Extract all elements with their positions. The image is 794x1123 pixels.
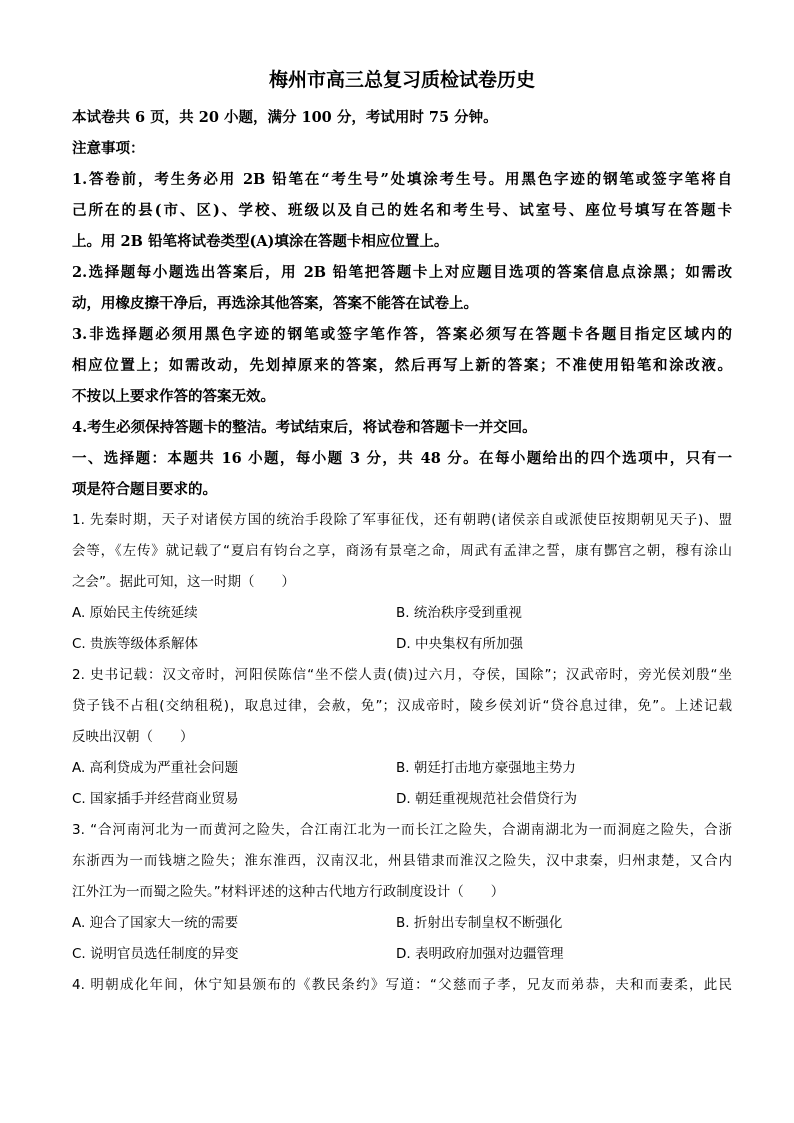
notice-line: 4.考生必须保持答题卡的整洁。考试结束后，将试卷和答题卡一并交回。 <box>72 419 537 436</box>
notice-line: 上。用 2B 铅笔将试卷类型(A)填涂在答题卡相应位置上。 <box>72 233 449 250</box>
notice-line: 动，用橡皮擦干净后，再选涂其他答案，答案不能答在试卷上。 <box>72 295 478 312</box>
question-stem: 3. “合河南河北为一而黄河之险失，合江南江北为一而长江之险失，合湖南湖北为一而洞庭之险失，合浙 <box>72 822 732 838</box>
question-stem: 江外江为一而蜀之险失。”材料评述的这种古代地方行政制度设计（ ） <box>72 884 505 900</box>
question-2 <box>72 660 732 815</box>
question-1 <box>72 505 732 660</box>
options <box>72 598 732 660</box>
question-stem: 1. 先秦时期，天子对诸侯方国的统治手段除了军事征伐，还有朝聘(诸侯亲自或派使臣按期朝见天子)、盟 <box>72 512 732 528</box>
question-stem: 4. 明朝成化年间，休宁知县颁布的《教民条约》写道：“父慈而子孝，兄友而弟恭，夫和而妻柔，此民 <box>72 977 732 993</box>
option-c: C. 国家插手并经营商业贸易 <box>72 791 239 807</box>
options <box>72 753 732 815</box>
option-d: D. 表明政府加强对边疆管理 <box>396 946 564 962</box>
question-stem: 贷子钱不占租(交纳租税)，取息过律，会赦，免”；汉成帝时，陵乡侯刘䜣“贷谷息过律，免”。上述记载 <box>72 698 732 714</box>
header-info: 本试卷共 6 页，共 20 小题，满分 100 分，考试用时 75 分钟。 <box>72 109 498 126</box>
notice-line: 不按以上要求作答的答案无效。 <box>72 388 275 405</box>
option-c: C. 贵族等级体系解体 <box>72 636 199 652</box>
notice-line: 相应位置上；如需改动，先划掉原来的答案，然后再写上新的答案；不准使用铅笔和涂改液。 <box>72 357 732 374</box>
question-stem: 反映出汉朝（ ） <box>72 729 194 745</box>
notice-line: 1.答卷前，考生务必用 2B 铅笔在“考生号”处填涂考生号。用黑色字迹的钢笔或签字笔将自 <box>72 171 732 188</box>
option-d: D. 朝廷重视规范社会借贷行为 <box>396 791 577 807</box>
option-b: B. 朝廷打击地方豪强地主势力 <box>396 760 576 776</box>
question-stem: 之会”。据此可知，这一时期（ ） <box>72 574 295 590</box>
question-stem: 会等，《左传》就记载了“夏启有钧台之享，商汤有景亳之命，周武有孟津之誓，康有酆宫之朝，穆有涂山 <box>72 543 732 559</box>
section-heading: 项是符合题目要求的。 <box>72 481 217 498</box>
notice-heading: 注意事项： <box>72 140 145 157</box>
option-d: D. 中央集权有所加强 <box>396 636 523 652</box>
notice-line: 3.非选择题必须用黑色字迹的钢笔或签字笔作答，答案必须写在答题卡各题目指定区域内的 <box>72 326 732 343</box>
page-title: 梅州市高三总复习质检试卷历史 <box>268 69 535 91</box>
option-b: B. 折射出专制皇权不断强化 <box>396 915 563 931</box>
option-a: A. 迎合了国家大一统的需要 <box>72 915 239 931</box>
option-c: C. 说明官员选任制度的异变 <box>72 946 239 962</box>
question-stem: 东浙西为一而钱塘之险失；淮东淮西，汉南汉北，州县错隶而淮汉之险失，汉中隶秦，归州隶楚，又合内 <box>72 853 732 869</box>
option-a: A. 高利贷成为严重社会问题 <box>72 760 239 776</box>
exam-page <box>72 60 732 1001</box>
notice-line: 2.选择题每小题选出答案后，用 2B 铅笔把答题卡上对应题目选项的答案信息点涂黑；如需改 <box>72 264 732 281</box>
options <box>72 908 732 970</box>
notice-line: 己所在的县(市、区)、学校、班级以及自己的姓名和考生号、试室号、座位号填写在答题卡 <box>72 202 732 219</box>
question-3 <box>72 815 732 970</box>
option-a: A. 原始民主传统延续 <box>72 605 198 621</box>
option-b: B. 统治秩序受到重视 <box>396 605 522 621</box>
question-4 <box>72 970 732 1001</box>
section-heading: 一、选择题：本题共 16 小题，每小题 3 分，共 48 分。在每小题给出的四个选项中，只有一 <box>72 450 732 467</box>
question-stem: 2. 史书记载：汉文帝时，河阳侯陈信“坐不偿人责(债)过六月，夺侯，国除”；汉武帝时，旁光侯刘殷“坐 <box>72 667 732 683</box>
